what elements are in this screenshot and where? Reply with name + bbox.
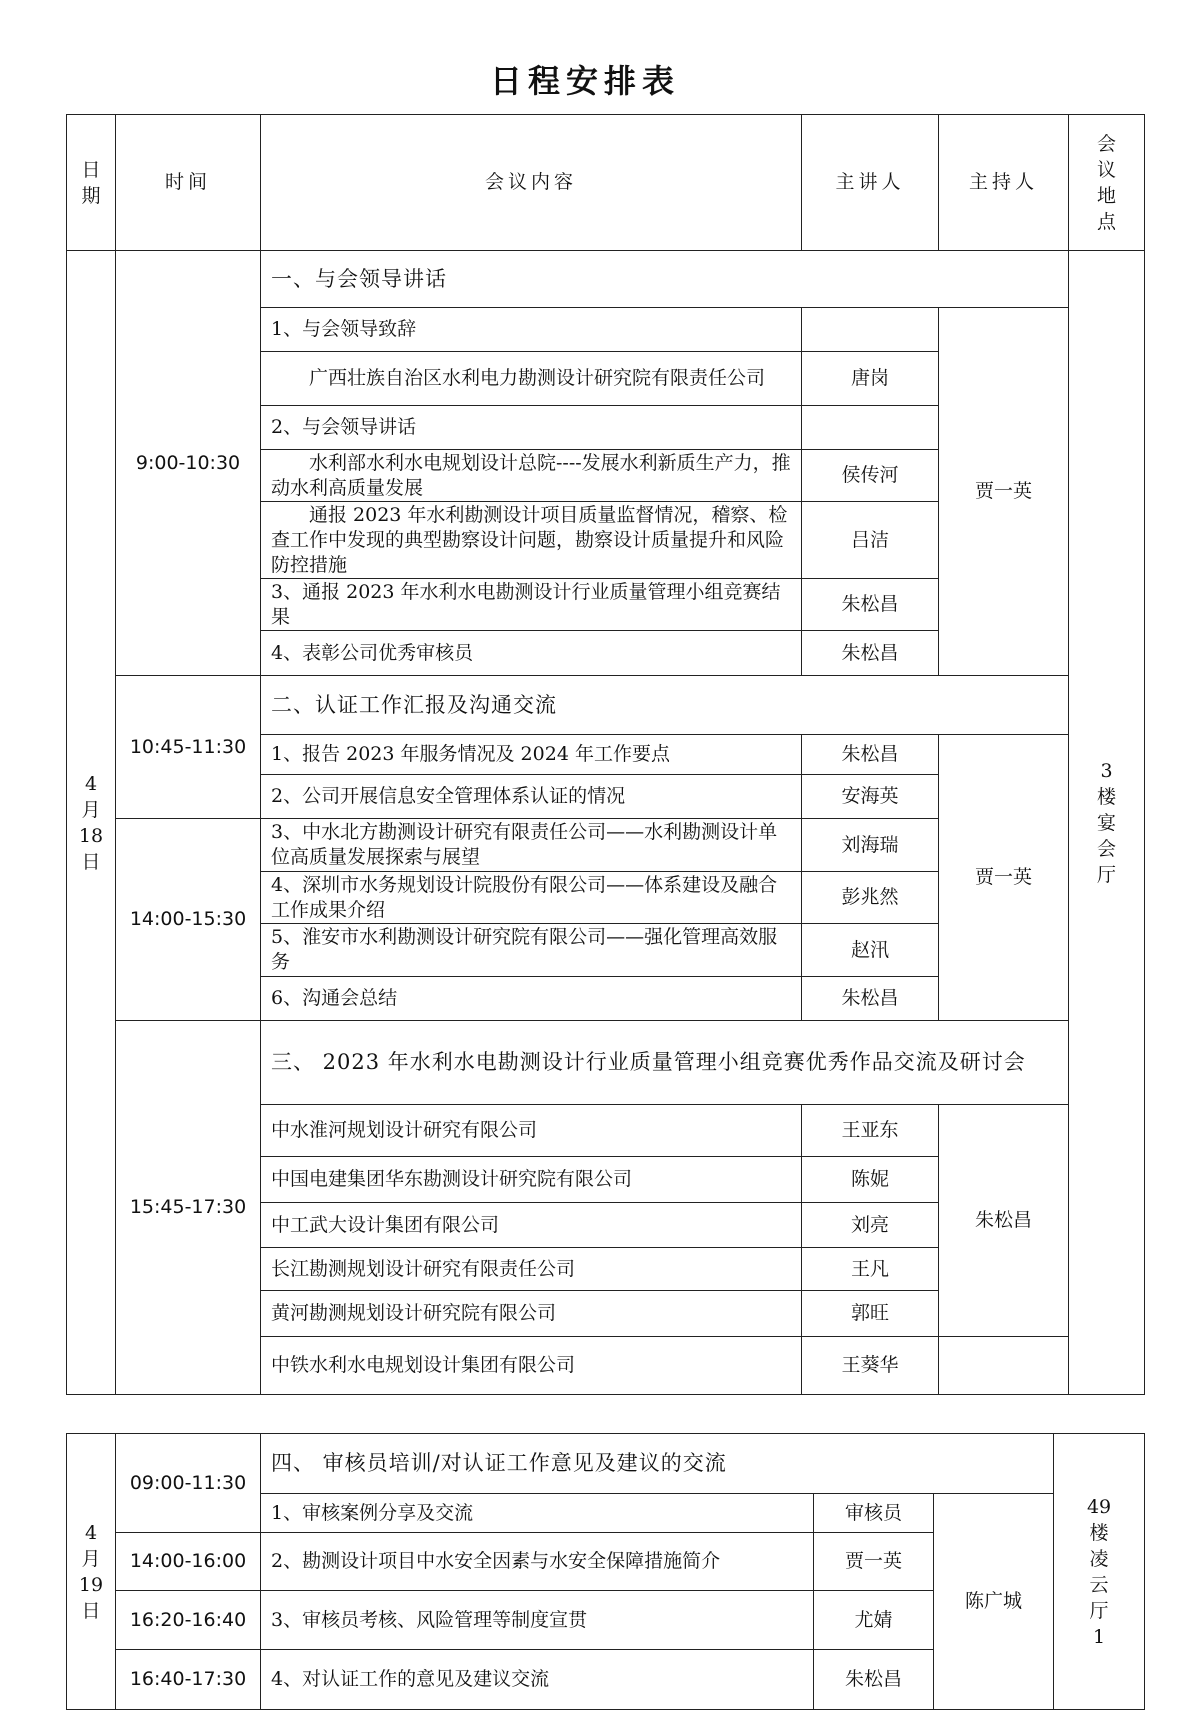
venue-cell-day1: 3 楼 宴 会 厅 (1069, 251, 1145, 1395)
speaker-cell: 尤婧 (814, 1591, 934, 1650)
agenda-content: 6、沟通会总结 (261, 977, 802, 1021)
agenda-content: 水利部水利水电规划设计总院----发展水利新质生产力，推动水利高质量发展 (261, 450, 802, 502)
speaker-cell: 朱松昌 (814, 1650, 934, 1710)
host-cell: 贾一英 (939, 735, 1069, 1021)
agenda-content: 中水淮河规划设计研究有限公司 (261, 1105, 802, 1157)
agenda-content: 2、勘测设计项目中水安全因素与水安全保障措施简介 (261, 1533, 814, 1591)
speaker-cell: 王葵华 (802, 1337, 939, 1395)
section-row (67, 1021, 1145, 1105)
header-date: 日 期 (67, 115, 116, 251)
agenda-content: 4、表彰公司优秀审核员 (261, 631, 802, 676)
header-row (67, 115, 1145, 251)
agenda-content: 广西壮族自治区水利电力勘测设计研究院有限责任公司 (261, 352, 802, 406)
time-slot: 14:00-16:00 (116, 1533, 261, 1591)
schedule-table-day1 (66, 114, 1145, 1395)
section-row (67, 251, 1145, 308)
section-title: 三、 2023 年水利水电勘测设计行业质量管理小组竞赛优秀作品交流及研讨会 (261, 1021, 1069, 1105)
venue-cell-day2: 49 楼 凌 云 厅 1 (1054, 1434, 1145, 1710)
speaker-cell: 王凡 (802, 1248, 939, 1291)
time-slot: 16:20-16:40 (116, 1591, 261, 1650)
time-slot: 9:00-10:30 (116, 251, 261, 676)
time-slot: 10:45-11:30 (116, 676, 261, 819)
time-slot: 14:00-15:30 (116, 819, 261, 1021)
speaker-cell: 贾一英 (814, 1533, 934, 1591)
speaker-cell (802, 406, 939, 450)
speaker-cell: 审核员 (814, 1494, 934, 1533)
speaker-cell: 陈妮 (802, 1157, 939, 1203)
agenda-content: 5、淮安市水利勘测设计研究院有限公司——强化管理高效服务 (261, 924, 802, 977)
agenda-content: 长江勘测规划设计研究有限责任公司 (261, 1248, 802, 1291)
section-title: 四、 审核员培训/对认证工作意见及建议的交流 (261, 1434, 1054, 1494)
speaker-cell: 唐岗 (802, 352, 939, 406)
agenda-content: 4、对认证工作的意见及建议交流 (261, 1650, 814, 1710)
header-time: 时间 (116, 115, 261, 251)
host-cell: 贾一英 (939, 308, 1069, 676)
speaker-cell: 朱松昌 (802, 631, 939, 676)
agenda-content: 黄河勘测规划设计研究院有限公司 (261, 1291, 802, 1337)
date-cell-day2: 4 月 19 日 (67, 1434, 116, 1710)
section-title: 二、认证工作汇报及沟通交流 (261, 676, 1069, 735)
agenda-content: 中工武大设计集团有限公司 (261, 1203, 802, 1248)
speaker-cell: 朱松昌 (802, 735, 939, 775)
agenda-content: 3、通报 2023 年水利水电勘测设计行业质量管理小组竞赛结果 (261, 579, 802, 631)
time-slot: 09:00-11:30 (116, 1434, 261, 1533)
section-title: 一、与会领导讲话 (261, 251, 1069, 308)
speaker-cell: 吕洁 (802, 502, 939, 579)
speaker-cell: 侯传河 (802, 450, 939, 502)
page-title: 日程安排表 (489, 62, 680, 100)
agenda-content: 4、深圳市水务规划设计院股份有限公司——体系建设及融合工作成果介绍 (261, 872, 802, 924)
header-content: 会议内容 (261, 115, 802, 251)
speaker-cell: 刘海瑞 (802, 819, 939, 872)
date-cell-day1: 4 月 18 日 (67, 251, 116, 1395)
agenda-content: 3、审核员考核、风险管理等制度宣贯 (261, 1591, 814, 1650)
speaker-cell: 赵汛 (802, 924, 939, 977)
speaker-cell: 王亚东 (802, 1105, 939, 1157)
agenda-content: 1、与会领导致辞 (261, 308, 802, 352)
time-slot: 16:40-17:30 (116, 1650, 261, 1710)
header-speaker: 主讲人 (802, 115, 939, 251)
agenda-content: 3、中水北方勘测设计研究有限责任公司——水利勘测设计单位高质量发展探索与展望 (261, 819, 802, 872)
agenda-content: 1、审核案例分享及交流 (261, 1494, 814, 1533)
agenda-content: 2、公司开展信息安全管理体系认证的情况 (261, 775, 802, 819)
time-slot: 15:45-17:30 (116, 1021, 261, 1395)
speaker-cell: 安海英 (802, 775, 939, 819)
schedule-table-day2 (66, 1433, 1145, 1710)
speaker-cell: 朱松昌 (802, 977, 939, 1021)
speaker-cell: 郭旺 (802, 1291, 939, 1337)
section-row (67, 1434, 1145, 1494)
section-row (67, 676, 1145, 735)
speaker-cell: 彭兆然 (802, 872, 939, 924)
empty-host-cell (939, 1337, 1069, 1395)
speaker-cell: 刘亮 (802, 1203, 939, 1248)
speaker-cell: 朱松昌 (802, 579, 939, 631)
speaker-cell (802, 308, 939, 352)
agenda-content: 中国电建集团华东勘测设计研究院有限公司 (261, 1157, 802, 1203)
host-cell: 陈广城 (934, 1494, 1054, 1710)
header-host: 主持人 (939, 115, 1069, 251)
agenda-content: 2、与会领导讲话 (261, 406, 802, 450)
agenda-content: 中铁水利水电规划设计集团有限公司 (261, 1337, 802, 1395)
host-cell: 朱松昌 (939, 1105, 1069, 1337)
agenda-content: 1、报告 2023 年服务情况及 2024 年工作要点 (261, 735, 802, 775)
agenda-content: 通报 2023 年水利勘测设计项目质量监督情况，稽察、检查工作中发现的典型勘察设计问题，勘察设计质量提升和风险防控措施 (261, 502, 802, 579)
header-venue: 会 议 地 点 (1069, 115, 1145, 251)
